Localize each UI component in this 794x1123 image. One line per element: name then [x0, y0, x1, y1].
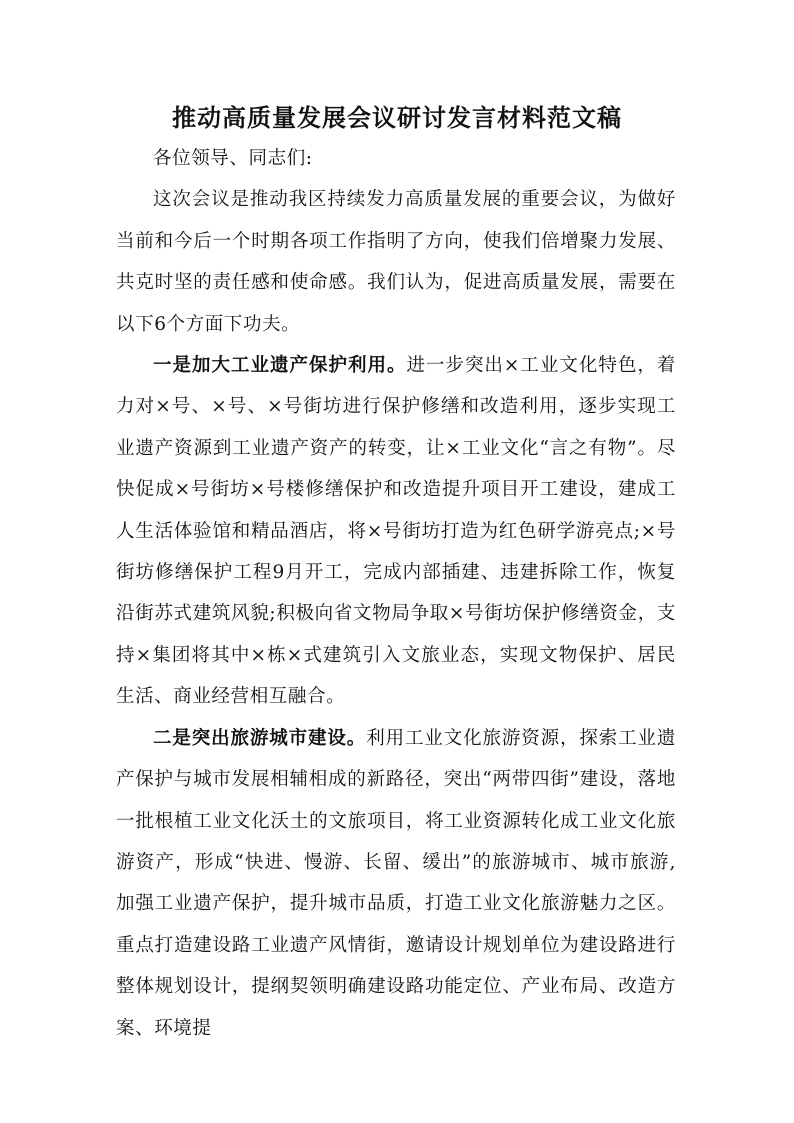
- paragraph-text: 这次会议是推动我区持续发力高质量发展的重要会议，为做好当前和今后一个时期各项工作指明了方向，使我们倍增聚力发展、共克时坚的责任感和使命感。我们认为，促进高质量发展，需要在以下6个方面下功夫。: [116, 189, 676, 335]
- paragraph-lead: 一是加大工业遗产保护利用。: [153, 355, 407, 377]
- document-title: 推动高质量发展会议研讨发言材料范文稿: [172, 103, 622, 132]
- paragraph-intro: [116, 179, 676, 345]
- paragraph-heritage: [116, 345, 676, 718]
- paragraph-tourism: [116, 718, 676, 1049]
- document-body: [116, 138, 676, 1049]
- paragraph-lead: 二是突出旅游城市建设。: [153, 727, 367, 749]
- greeting: 各位领导、同志们:: [153, 148, 313, 169]
- paragraph-text: 进一步突出×工业文化特色，着力对×号、×号、×号街坊进行保护修缮和改造利用，逐步实现工业遗产资源到工业遗产资产的转变，让×工业文化“言之有物”。尽快促成×号街坊×号楼修缮保护和改造提升项目开工建设，建成工人生活体验馆和精品酒店，将×号街坊打造为红色研学游亮点;×号街坊修缮保护工程9月开工，完成内部插建、违建拆除工作，恢复沿街苏式建筑风貌;积极向省文物局争取×号街坊保护修缮资金，支持×集团将其中×栋×式建筑引入文旅业态，实现文物保护、居民生活、商业经营相互融合。: [116, 355, 676, 708]
- paragraph-text: 利用工业文化旅游资源，探索工业遗产保护与城市发展相辅相成的新路径，突出“两带四街”建设，落地一批根植工业文化沃土的文旅项目，将工业资源转化成工业文化旅游资产，形成“快进、慢游、长留、缓出”的旅游城市、城市旅游,加强工业遗产保护，提升城市品质，打造工业文化旅游魅力之区。重点打造建设路工业遗产风情街，邀请设计规划单位为建设路进行整体规划设计，提纲契领明确建设路功能定位、产业布局、改造方案、环境提: [116, 727, 676, 1039]
